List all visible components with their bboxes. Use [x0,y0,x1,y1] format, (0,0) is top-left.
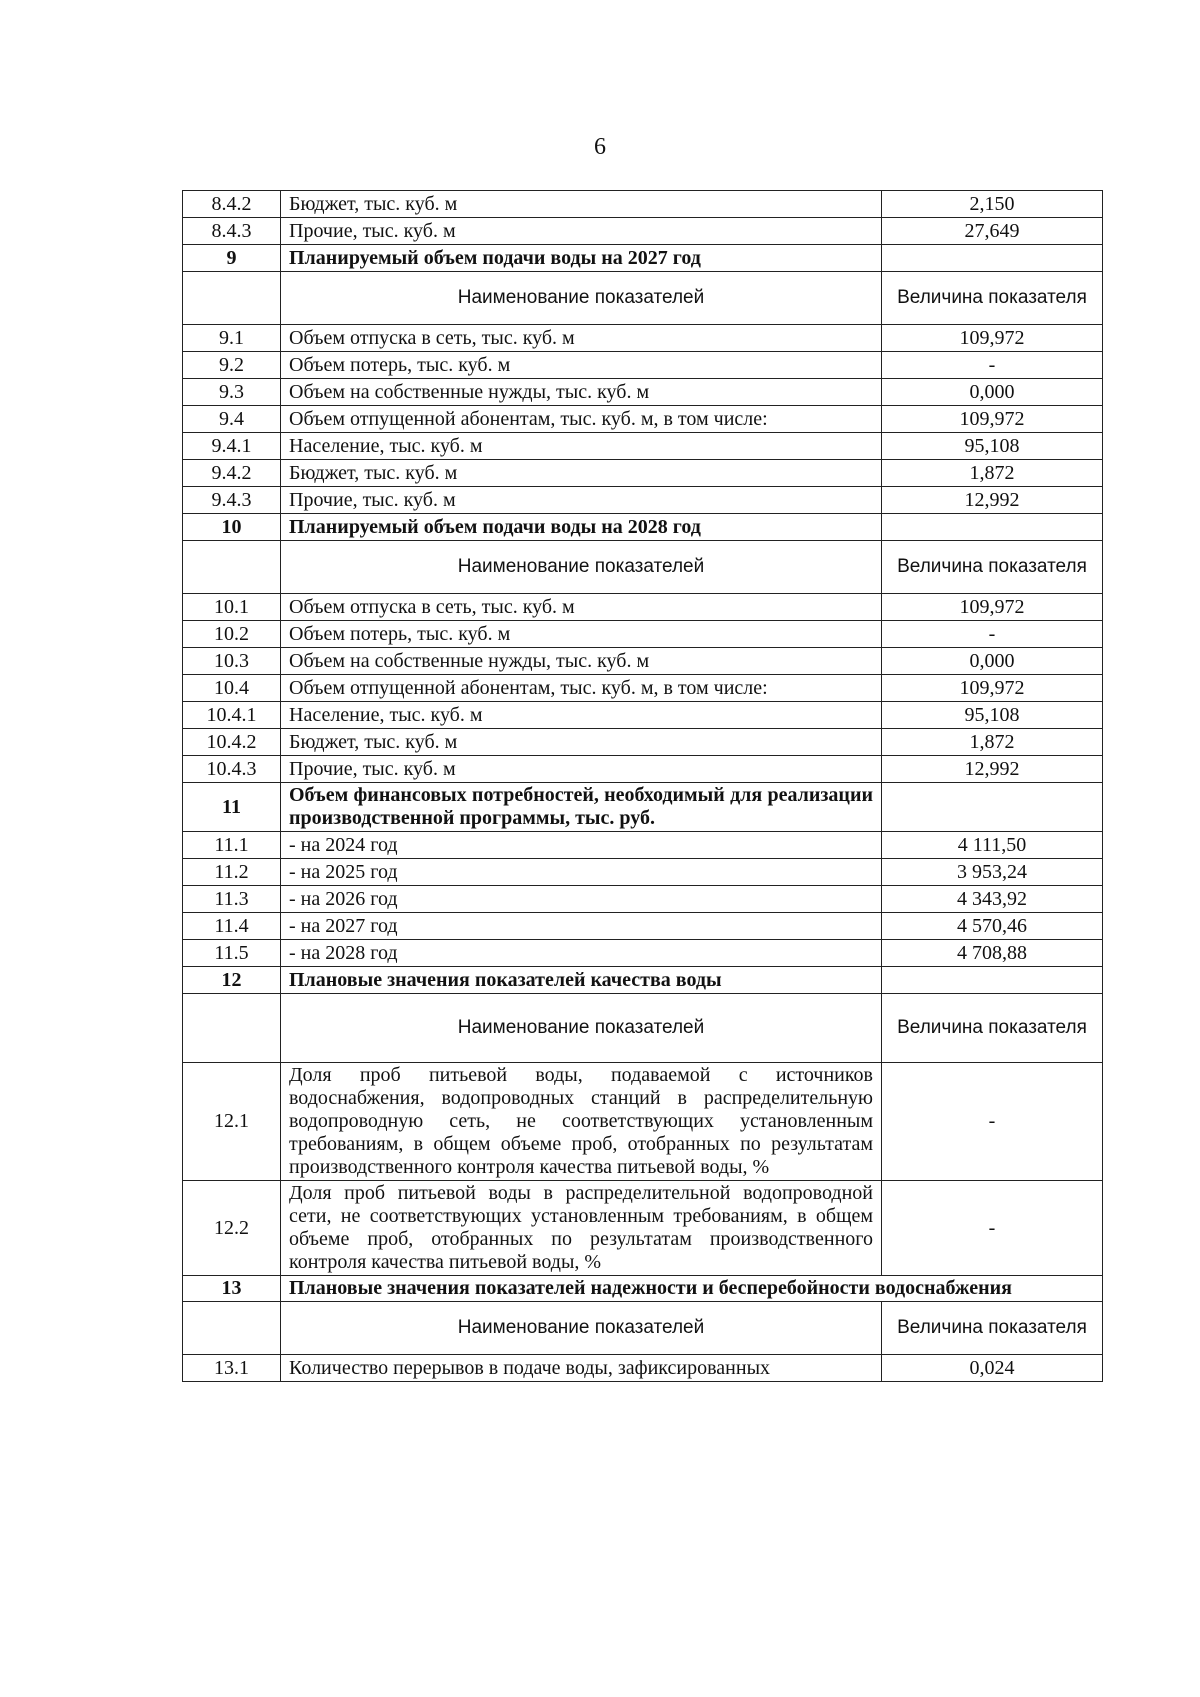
row-number: 10.2 [183,621,281,648]
empty-cell [882,783,1103,832]
table-row [183,1181,1103,1276]
row-label: Количество перерывов в подаче воды, зафиксированных [281,1355,882,1382]
empty-cell [183,1302,281,1355]
table-row [183,218,1103,245]
empty-cell [183,994,281,1063]
column-header-name: Наименование показателей [281,541,882,594]
table-row [183,433,1103,460]
table-row [183,675,1103,702]
row-label: - на 2028 год [281,940,882,967]
row-label: Объем отпуска в сеть, тыс. куб. м [281,594,882,621]
table-row [183,352,1103,379]
column-header-value: Величина показателя [882,1302,1103,1355]
row-value: - [882,352,1103,379]
row-label: Объем отпущенной абонентам, тыс. куб. м, в том числе: [281,406,882,433]
section-number: 10 [183,514,281,541]
row-label: Объем отпущенной абонентам, тыс. куб. м, в том числе: [281,675,882,702]
section-title: Объем финансовых потребностей, необходимый для реализации производственной программы, тыс. руб. [281,783,882,832]
table-row [183,325,1103,352]
empty-cell [882,245,1103,272]
column-header-value: Величина показателя [882,994,1103,1063]
section-row [183,967,1103,994]
table-row [183,913,1103,940]
row-number: 12.1 [183,1063,281,1181]
row-value: 2,150 [882,191,1103,218]
row-label: Доля проб питьевой воды в распределительной водопроводной сети, не соответствующих установленным требованиям, в общем объеме проб, отобранных по результатам производственного контроля качества питьевой воды, % [281,1181,882,1276]
table-row [183,594,1103,621]
row-value: 12,992 [882,756,1103,783]
row-number: 11.5 [183,940,281,967]
section-title: Плановые значения показателей качества воды [281,967,882,994]
table-row [183,460,1103,487]
row-label: - на 2025 год [281,859,882,886]
column-header-row [183,272,1103,325]
row-number: 13.1 [183,1355,281,1382]
row-number: 9.4 [183,406,281,433]
table-row [183,940,1103,967]
row-number: 9.1 [183,325,281,352]
section-row [183,245,1103,272]
row-value: 0,000 [882,648,1103,675]
row-number: 8.4.3 [183,218,281,245]
row-number: 10.4.2 [183,729,281,756]
indicators-table [182,190,1103,1382]
row-label: Объем отпуска в сеть, тыс. куб. м [281,325,882,352]
column-header-value: Величина показателя [882,272,1103,325]
section-number: 9 [183,245,281,272]
row-value: 27,649 [882,218,1103,245]
row-value: 109,972 [882,325,1103,352]
table-row [183,832,1103,859]
row-value: 0,000 [882,379,1103,406]
row-number: 8.4.2 [183,191,281,218]
row-value: 109,972 [882,594,1103,621]
row-value: - [882,1063,1103,1181]
empty-cell [882,967,1103,994]
section-row [183,783,1103,832]
row-number: 10.4 [183,675,281,702]
row-label: Объем потерь, тыс. куб. м [281,352,882,379]
row-number: 9.4.2 [183,460,281,487]
table-row [183,621,1103,648]
row-label: Бюджет, тыс. куб. м [281,460,882,487]
table-row [183,648,1103,675]
row-label: - на 2026 год [281,886,882,913]
table-row [183,379,1103,406]
row-number: 9.4.3 [183,487,281,514]
column-header-name: Наименование показателей [281,1302,882,1355]
column-header-name: Наименование показателей [281,272,882,325]
row-label: Объем на собственные нужды, тыс. куб. м [281,648,882,675]
row-number: 11.2 [183,859,281,886]
table-row [183,729,1103,756]
row-label: Прочие, тыс. куб. м [281,756,882,783]
table-row [183,1063,1103,1181]
row-value: 1,872 [882,460,1103,487]
row-value: - [882,1181,1103,1276]
row-value: 1,872 [882,729,1103,756]
row-value: 0,024 [882,1355,1103,1382]
row-number: 10.4.3 [183,756,281,783]
row-label: Объем на собственные нужды, тыс. куб. м [281,379,882,406]
table-row [183,886,1103,913]
section-number: 11 [183,783,281,832]
row-number: 9.2 [183,352,281,379]
row-value: 109,972 [882,675,1103,702]
section-number: 13 [183,1276,281,1302]
column-header-row [183,1302,1103,1355]
row-label: - на 2027 год [281,913,882,940]
section-title: Плановые значения показателей надежности и бесперебойности водоснабжения [281,1276,1103,1302]
row-number: 10.1 [183,594,281,621]
row-label: Доля проб питьевой воды, подаваемой с источников водоснабжения, водопроводных станций в распределительную водопроводную сеть, не соответствующих установленным требованиям, в общем объеме проб, отобранных по результатам производственного контроля качества питьевой воды, % [281,1063,882,1181]
page-number: 6 [594,134,606,160]
table-row [183,1355,1103,1382]
section-row [183,514,1103,541]
row-label: Объем потерь, тыс. куб. м [281,621,882,648]
row-value: 12,992 [882,487,1103,514]
table-row [183,191,1103,218]
section-title: Планируемый объем подачи воды на 2028 год [281,514,882,541]
row-number: 9.4.1 [183,433,281,460]
table-row [183,487,1103,514]
row-label: - на 2024 год [281,832,882,859]
row-label: Прочие, тыс. куб. м [281,218,882,245]
table-row [183,406,1103,433]
table-row [183,859,1103,886]
row-label: Прочие, тыс. куб. м [281,487,882,514]
column-header-row [183,541,1103,594]
row-number: 10.4.1 [183,702,281,729]
row-value: - [882,621,1103,648]
row-number: 11.1 [183,832,281,859]
section-number: 12 [183,967,281,994]
column-header-value: Величина показателя [882,541,1103,594]
empty-cell [183,541,281,594]
row-label: Бюджет, тыс. куб. м [281,191,882,218]
column-header-name: Наименование показателей [281,994,882,1063]
row-number: 11.3 [183,886,281,913]
row-value: 4 570,46 [882,913,1103,940]
row-label: Население, тыс. куб. м [281,702,882,729]
row-number: 9.3 [183,379,281,406]
row-value: 4 343,92 [882,886,1103,913]
row-value: 95,108 [882,702,1103,729]
row-value: 4 708,88 [882,940,1103,967]
row-label: Бюджет, тыс. куб. м [281,729,882,756]
row-number: 10.3 [183,648,281,675]
section-row [183,1276,1103,1302]
row-value: 3 953,24 [882,859,1103,886]
row-value: 109,972 [882,406,1103,433]
column-header-row [183,994,1103,1063]
section-title: Планируемый объем подачи воды на 2027 год [281,245,882,272]
row-number: 11.4 [183,913,281,940]
empty-cell [183,272,281,325]
row-label: Население, тыс. куб. м [281,433,882,460]
row-value: 95,108 [882,433,1103,460]
row-value: 4 111,50 [882,832,1103,859]
empty-cell [882,514,1103,541]
table-row [183,756,1103,783]
table-row [183,702,1103,729]
row-number: 12.2 [183,1181,281,1276]
